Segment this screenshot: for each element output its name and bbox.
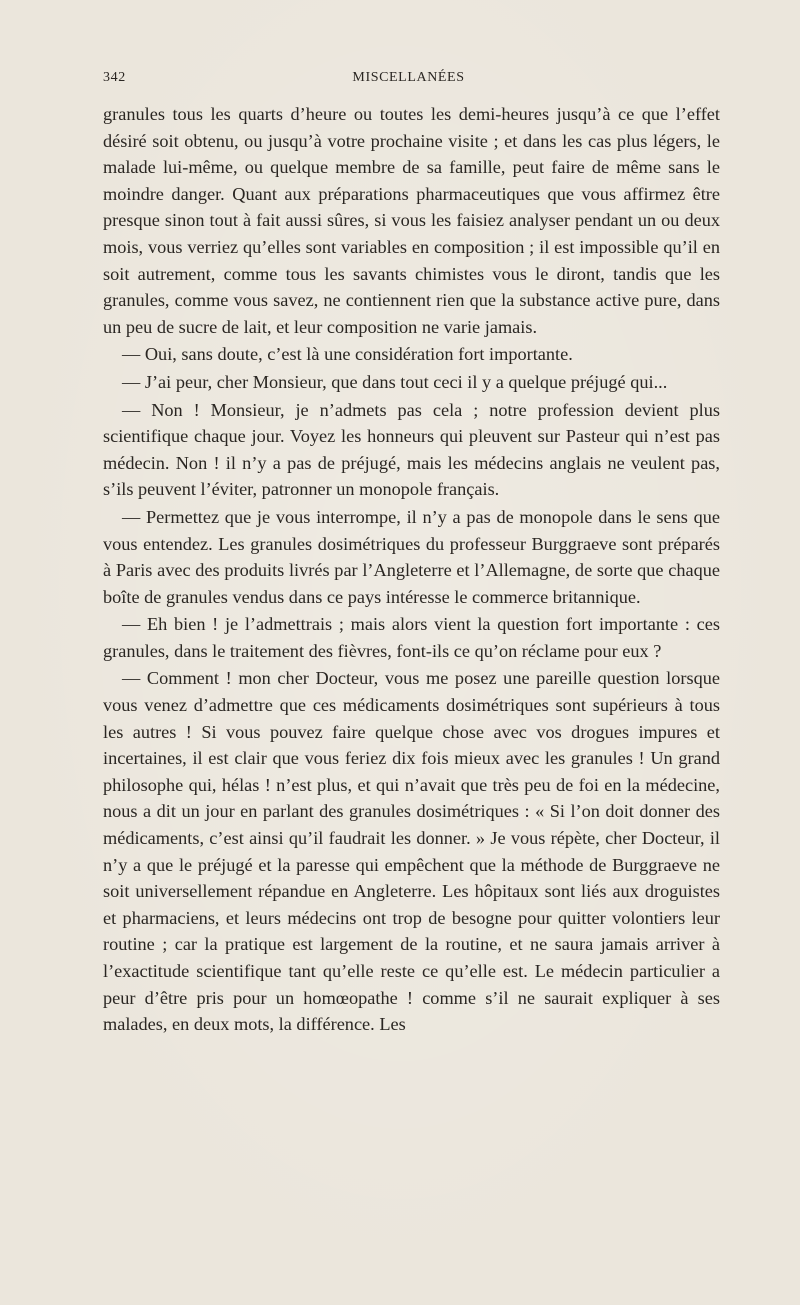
running-head	[103, 70, 714, 92]
paragraph: granules tous les quarts d’heure ou toutes les demi-heures jusqu’à ce que l’effet désiré soit obtenu, ou jusqu’à votre prochaine visite ; et dans les cas plus légers, le malade lui-même, ou quelque membre de sa famille, peut faire de même sans le moindre danger. Quant aux préparations pharmaceutiques que vous affirmez être presque sinon tout à fait aussi sûres, si vous les faisiez analyser pendant un ou deux mois, vous verriez qu’elles sont variables en composition ; il est impossible qu’il en soit autrement, comme tous les savants chimistes vous le diront, tandis que les granules, comme vous savez, ne contiennent rien que la substance active pure, dans un peu de sucre de lait, et leur composition ne varie jamais.	[103, 104, 720, 337]
paragraph: — Eh bien ! je l’admettrais ; mais alors vient la question fort importante : ces granules, dans le traitement des fièvres, font-ils ce qu’on réclame pour eux ?	[103, 614, 720, 661]
page-number: 342	[103, 70, 126, 85]
body-text	[103, 101, 720, 1038]
running-title: MISCELLANÉES	[352, 70, 465, 85]
paragraph: — Non ! Monsieur, je n’admets pas cela ; notre profession devient plus scientifique chaque jour. Voyez les honneurs qui pleuvent sur Pasteur qui n’est pas médecin. Non ! il n’y a pas de préjugé, mais les médecins anglais ne veulent pas, s’ils peuvent l’éviter, patronner un monopole français.	[103, 399, 720, 500]
paragraph: — J’ai peur, cher Monsieur, que dans tout ceci il y a quelque préjugé qui...	[122, 371, 668, 392]
paragraph: — Oui, sans doute, c’est là une considération fort importante.	[122, 344, 573, 365]
paragraph: — Comment ! mon cher Docteur, vous me posez une pareille question lorsque vous venez d’admettre que ces médicaments dosimétriques sont supérieurs à tous les autres ! Si vous pouvez faire quelque chose avec vos drogues impures et incertaines, il est clair que vous feriez dix fois mieux avec les granules ! Un grand philosophe qui, hélas ! n’est plus, et qui n’avait que très peu de foi en la médecine, nous a dit un jour en parlant des granules dosimétriques : « Si l’on doit donner des médicaments, c’est ainsi qu’il faudrait les donner. » Je vous répète, cher Docteur, il n’y a que le préjugé et la paresse qui empêchent que la méthode de Burggraeve ne soit universellement répandue en Angleterre. Les hôpitaux sont liés aux droguistes et pharmaciens, et leurs médecins ont trop de besogne pour quitter volontiers leur routine ; car la pratique est largement de la routine, et ne saura jamais arriver à l’exactitude scientifique tant qu’elle reste ce qu’elle est. Le médecin particulier a peur d’être pris pour un homœopathe ! comme s’il ne saurait expliquer à ses malades, en deux mots, la différence. Les	[103, 668, 720, 1035]
paragraph: — Permettez que je vous interrompe, il n’y a pas de monopole dans le sens que vous entendez. Les granules dosimétriques du professeur Burggraeve sont préparés à Paris avec des produits livrés par l’Angleterre et l’Allemagne, de sorte que chaque boîte de granules vendus dans ce pays intéresse le commerce britannique.	[103, 506, 720, 607]
